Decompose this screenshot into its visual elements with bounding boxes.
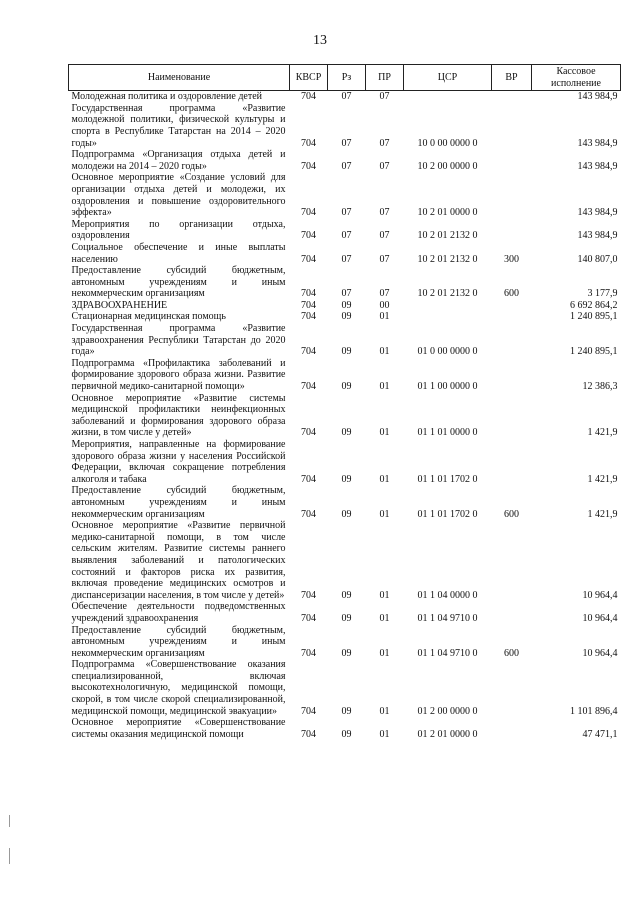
cell-csr: 01 1 00 0000 0: [417, 381, 478, 393]
cell-amount: 3 177,9: [587, 288, 618, 300]
cell-name: Государственная программа «Развитие здравоохранения Республики Татарстан до 2020 года»: [71, 323, 286, 358]
cell-kvsr: 704: [301, 508, 316, 520]
cell-csr: [404, 91, 492, 103]
cell-vr: [492, 300, 532, 312]
cell-name: Стационарная медицинская помощь: [71, 311, 226, 323]
cell-csr: 01 1 01 1702 0: [417, 508, 478, 520]
cell-amount: 1 240 895,1: [570, 311, 618, 323]
cell-rz: 07: [341, 207, 352, 219]
table-body: [69, 91, 621, 741]
cell-pr: 01: [379, 346, 390, 358]
cell-name: Подпрограмма «Совершенствование оказания специализированной, включая высокотехнологичную, медицинской помощи, скорой, в том числе скорой специализированной, медицинской помощи, медицинской эвакуации»: [71, 659, 286, 717]
cell-rz: 09: [341, 705, 352, 717]
cell-name: Молодежная политика и оздоровление детей: [71, 91, 263, 103]
cell-pr: 01: [379, 473, 390, 485]
table-row: [69, 717, 621, 740]
cell-csr: 10 2 01 2132 0: [417, 288, 478, 300]
cell-vr: [492, 358, 532, 393]
cell-amount: 1 421,9: [587, 473, 618, 485]
cell-rz: 09: [341, 728, 352, 740]
cell-vr: [492, 91, 532, 103]
cell-name: Социальное обеспечение и иные выплаты населению: [71, 241, 286, 265]
cell-rz: 07: [341, 160, 352, 172]
cell-amount: 10 964,4: [582, 647, 618, 659]
cell-csr: 01 1 04 0000 0: [417, 589, 478, 601]
cell-vr: [492, 717, 532, 740]
cell-kvsr: 704: [301, 427, 316, 439]
cell-amount: 143 984,9: [577, 160, 618, 172]
cell-kvsr: 704: [301, 705, 316, 717]
margin-mark: [9, 848, 10, 864]
cell-amount: 47 471,1: [582, 728, 618, 740]
cell-kvsr: 704: [301, 160, 316, 172]
cell-rz: 07: [341, 253, 352, 265]
cell-csr: 10 2 01 2132 0: [417, 253, 478, 265]
cell-pr: 07: [379, 160, 390, 172]
cell-csr: 01 2 01 0000 0: [417, 728, 478, 740]
cell-kvsr: 704: [301, 647, 316, 659]
cell-kvsr: 704: [301, 230, 316, 242]
cell-vr: [492, 520, 532, 601]
cell-name: Предоставление субсидий бюджетным, автономным учреждениям и иным некоммерческим организациям: [71, 265, 286, 300]
cell-kvsr: 704: [301, 137, 316, 149]
cell-name: Подпрограмма «Организация отдыха детей и молодежи на 2014 – 2020 годы»: [71, 149, 286, 172]
cell-vr: [492, 393, 532, 439]
cell-amount: 12 386,3: [582, 381, 618, 393]
cell-amount: 143 984,9: [577, 137, 618, 149]
cell-name: Обеспечение деятельности подведомственных учреждений здравоохранения: [71, 601, 286, 624]
cell-rz: 09: [341, 381, 352, 393]
cell-kvsr: 704: [301, 728, 316, 740]
table-row: [69, 358, 621, 393]
table-row: [69, 439, 621, 485]
cell-rz: 09: [341, 647, 352, 659]
cell-amount: 143 984,9: [577, 91, 618, 103]
cell-vr: [492, 103, 532, 149]
cell-amount: 10 964,4: [582, 589, 618, 601]
cell-vr: 300: [504, 253, 519, 265]
cell-amount: 1 240 895,1: [570, 346, 618, 358]
cell-kvsr: 704: [301, 253, 316, 265]
cell-amount: 143 984,9: [577, 207, 618, 219]
cell-pr: 01: [379, 589, 390, 601]
cell-amount: 1 101 896,4: [570, 705, 618, 717]
cell-name: Основное мероприятие «Развитие системы медицинской профилактики неинфекционных заболеваний и формирования здорового образа жизни, в том числе у детей»: [71, 392, 286, 439]
table-row: [69, 149, 621, 172]
cell-kvsr: 704: [301, 91, 316, 103]
table-row: [69, 103, 621, 149]
cell-pr: 01: [379, 381, 390, 393]
cell-rz: 07: [341, 230, 352, 242]
cell-rz: 07: [341, 288, 352, 300]
cell-vr: [492, 311, 532, 323]
cell-csr: 10 0 00 0000 0: [417, 137, 478, 149]
cell-csr: 10 2 01 2132 0: [417, 230, 478, 242]
cell-pr: 07: [379, 230, 390, 242]
cell-vr: [492, 172, 532, 218]
cell-kvsr: 704: [301, 288, 316, 300]
cell-rz: 09: [341, 311, 352, 323]
cell-pr: 07: [379, 207, 390, 219]
cell-vr: [492, 439, 532, 485]
cell-name: Предоставление субсидий бюджетным, автономным учреждениям и иным некоммерческим организациям: [71, 624, 286, 659]
cell-rz: 07: [341, 137, 352, 149]
cell-pr: 07: [379, 91, 390, 103]
header-csr: ЦСР: [404, 65, 492, 91]
cell-vr: 600: [504, 508, 519, 520]
cell-vr: [492, 659, 532, 717]
cell-pr: 01: [379, 508, 390, 520]
cell-pr: 07: [379, 137, 390, 149]
cell-name: Подпрограмма «Профилактика заболеваний и формирование здорового образа жизни. Развитие первичной медико-санитарной помощи»: [71, 357, 286, 393]
cell-pr: 01: [379, 728, 390, 740]
cell-name: Предоставление субсидий бюджетным, автономным учреждениям и иным некоммерческим организациям: [71, 485, 286, 520]
budget-table: [68, 64, 621, 740]
cell-vr: [492, 323, 532, 358]
cell-vr: 600: [504, 288, 519, 300]
cell-rz: 09: [341, 612, 352, 624]
cell-pr: 01: [379, 427, 390, 439]
cell-amount: 1 421,9: [587, 427, 618, 439]
cell-vr: [492, 601, 532, 624]
cell-kvsr: 704: [301, 311, 316, 323]
cell-name: ЗДРАВООХРАНЕНИЕ: [71, 299, 168, 311]
cell-kvsr: 704: [301, 612, 316, 624]
cell-name: Мероприятия по организации отдыха, оздоровления: [71, 218, 286, 242]
table-row: [69, 265, 621, 300]
table-row: [69, 91, 621, 103]
table-row: [69, 659, 621, 717]
cell-name: Основное мероприятие «Создание условий для организации отдыха детей и молодежи, их оздоровления и повышение оздоровительного эффекта»: [71, 172, 286, 219]
table-row: [69, 242, 621, 265]
cell-pr: 01: [379, 311, 390, 323]
cell-name: Государственная программа «Развитие молодежной политики, физической культуры и спорта в Республике Татарстан на 2014 – 2020 годы»: [71, 102, 286, 149]
table-row: [69, 323, 621, 358]
cell-rz: 09: [341, 346, 352, 358]
table-header-row: [69, 65, 621, 91]
table-row: [69, 520, 621, 601]
header-pr: ПР: [366, 65, 404, 91]
cell-csr: 01 2 00 0000 0: [417, 705, 478, 717]
table-row: [69, 172, 621, 218]
cell-amount: 10 964,4: [582, 612, 618, 624]
margin-mark: [9, 815, 10, 827]
cell-name: Мероприятия, направленные на формирование здорового образа жизни у населения Российской Федерации, включая сокращение потребления алкоголя и табака: [71, 439, 286, 485]
cell-rz: 09: [341, 299, 352, 311]
cell-pr: 07: [379, 288, 390, 300]
cell-pr: 07: [379, 253, 390, 265]
header-cash: Кассовое исполнение: [532, 65, 621, 91]
table-row: [69, 625, 621, 660]
cell-vr: [492, 149, 532, 172]
cell-csr: 01 1 04 9710 0: [417, 647, 478, 659]
cell-csr: 10 2 01 0000 0: [417, 207, 478, 219]
cell-kvsr: 704: [301, 207, 316, 219]
table-row: [69, 311, 621, 323]
cell-kvsr: 704: [301, 381, 316, 393]
header-name: Наименование: [69, 65, 290, 91]
cell-vr: [492, 219, 532, 242]
cell-csr: 10 2 00 0000 0: [417, 160, 478, 172]
table-row: [69, 485, 621, 520]
cell-kvsr: 704: [301, 589, 316, 601]
header-rz: Рз: [328, 65, 366, 91]
cell-pr: 01: [379, 612, 390, 624]
cell-rz: 07: [341, 91, 352, 103]
cell-csr: 01 1 04 9710 0: [417, 612, 478, 624]
cell-csr: 01 1 01 0000 0: [417, 427, 478, 439]
page-number: 13: [313, 33, 327, 48]
table-row: [69, 393, 621, 439]
cell-kvsr: 704: [301, 346, 316, 358]
cell-name: Основное мероприятие «Развитие первичной медико-санитарной помощи, в том числе сельским жителям. Развитие системы раннего выявления заболеваний и патологических состояний и факторов риска их развития, включая проведение медицинских осмотров и диспансеризации населения, в том числе у детей»: [71, 520, 286, 601]
table-row: [69, 219, 621, 242]
cell-rz: 09: [341, 427, 352, 439]
cell-amount: 143 984,9: [577, 230, 618, 242]
cell-amount: 1 421,9: [587, 508, 618, 520]
cell-csr: 01 1 01 1702 0: [417, 473, 478, 485]
cell-rz: 09: [341, 473, 352, 485]
cell-amount: 140 807,0: [577, 253, 618, 265]
cell-csr: 01 0 00 0000 0: [417, 346, 478, 358]
cell-pr: 01: [379, 705, 390, 717]
table-row: [69, 300, 621, 312]
cell-rz: 09: [341, 508, 352, 520]
cell-kvsr: 704: [301, 473, 316, 485]
cell-kvsr: 704: [301, 299, 316, 311]
cell-vr: 600: [504, 647, 519, 659]
cell-name: Основное мероприятие «Совершенствование системы оказания медицинской помощи: [71, 717, 286, 740]
table-row: [69, 601, 621, 624]
header-vr: ВР: [492, 65, 532, 91]
cell-pr: 01: [379, 647, 390, 659]
cell-rz: 09: [341, 589, 352, 601]
cell-amount: 6 692 864,2: [570, 299, 618, 311]
cell-pr: 00: [379, 299, 390, 311]
cell-csr: [404, 300, 492, 312]
cell-csr: [404, 311, 492, 323]
header-kvsr: КВСР: [290, 65, 328, 91]
